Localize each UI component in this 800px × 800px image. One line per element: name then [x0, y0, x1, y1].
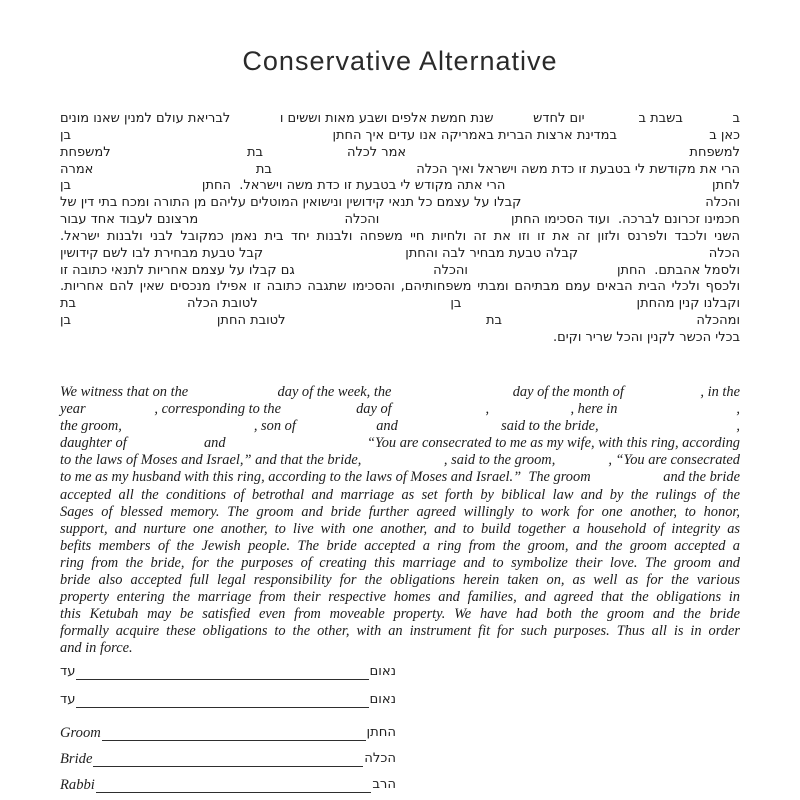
english-line-10	[60, 538, 740, 555]
text-segment: הרי אתה מקודש לי בטבעת זו כדת משה וישראל. החתן	[201, 178, 506, 194]
english-line-7	[60, 487, 740, 504]
english-line-4	[60, 435, 740, 452]
text-segment: and	[203, 435, 226, 452]
text-segment: , in the	[700, 384, 740, 400]
hebrew-line-2	[60, 128, 740, 145]
text-segment: למשפחת	[60, 144, 111, 160]
text-segment: accepted all the conditions of betrothal and marriage as set forth by biblical law and by the rulings of the	[60, 486, 740, 503]
text-segment: , corresponding to the	[154, 401, 281, 418]
text-segment: לחתן	[712, 178, 740, 194]
text-segment: to me as my husband with this ring, according to the laws of Moses and Israel.” The groom	[60, 469, 591, 486]
hebrew-line-1	[60, 111, 740, 128]
text-segment: to the laws of Moses and Israel,” and that the bride,	[60, 452, 362, 469]
signature-row-bride	[60, 751, 396, 767]
signature-row-rabbi	[60, 777, 396, 793]
signature-block	[60, 664, 396, 793]
rabbi-left-label: Rabbi	[60, 777, 95, 793]
bride-left-label: Bride	[60, 751, 93, 767]
text-segment: מרצונם לעבוד אחד עבור	[60, 212, 199, 228]
text-segment: ולסמל אהבתם. החתן	[616, 262, 740, 278]
text-segment: וקבלנו קנין מהחתן	[636, 296, 740, 312]
text-segment: השני ולכבד ולפרנס ולזון זה את זו וזו את זה ולחיות חיי משפחה ולבנות יחד בית נאמן כמקובל לבני ולבנות ישראל.	[60, 228, 740, 244]
text-segment: and the bride	[663, 469, 740, 486]
text-segment: ,	[485, 401, 490, 418]
english-line-1	[60, 384, 740, 401]
english-line-9	[60, 521, 740, 538]
english-line-8	[60, 504, 740, 521]
english-line-6	[60, 469, 740, 486]
signature-row-groom	[60, 725, 396, 741]
bride-signature-line	[93, 753, 363, 767]
text-segment: property entering the marriage from their respective homes and families, and agreed that the obligations in	[60, 589, 740, 606]
text-segment: this Ketubah may be satisfied even from moveable property. We have had both the groom and the bride	[60, 606, 740, 623]
text-segment: קבל טבעת מבחירת לבו לשם קידושין	[60, 245, 264, 261]
witness-1-right-label: נאום	[369, 664, 396, 679]
text-segment: בת	[246, 144, 264, 160]
text-segment: יום לחדש	[533, 111, 585, 126]
text-segment: גם קבלו על עצמם אחריות לתנאי כתובה זו	[60, 262, 295, 278]
hebrew-line-7	[60, 212, 740, 229]
text-segment: ולכסף ולכלי הבית הבאים עמם מבתיהם ומבתי משפחותיהם, והסכימו שתגבה כתובה זו אפילו מנכסים שאין להם אחריות.	[60, 279, 740, 295]
text-segment: כאן ב	[709, 127, 740, 143]
english-line-15	[60, 623, 740, 640]
text-segment: ,	[736, 401, 740, 418]
text-segment: בן	[60, 313, 72, 329]
english-line-14	[60, 606, 740, 623]
rabbi-right-label: הרב	[372, 777, 396, 792]
english-line-12	[60, 572, 740, 589]
text-segment: said to the bride,	[501, 418, 599, 435]
text-segment: day of	[356, 401, 392, 418]
text-segment: והכלה	[344, 212, 380, 228]
english-line-16	[60, 640, 740, 657]
text-segment: בכלי הכשר לקנין והכל שריר וקים.	[552, 329, 740, 345]
hebrew-line-10	[60, 263, 740, 280]
groom-right-label: החתן	[366, 725, 396, 740]
text-segment: the groom,	[60, 418, 122, 435]
text-segment: לטובת הכלה	[186, 296, 258, 312]
witness-2-right-label: נאום	[369, 692, 396, 707]
witness-2-left-label: עד	[60, 692, 76, 707]
signature-row-witness-1	[60, 664, 396, 680]
hebrew-line-5	[60, 178, 740, 195]
text-segment: קבלו על עצמם כל תנאי קידושין ונישואין המוטלים עליהם מן התורה ומכח בתי דין של	[60, 195, 522, 211]
text-segment: , son of	[253, 418, 296, 435]
text-segment: and in force.	[60, 640, 133, 657]
text-segment: והכלה	[433, 262, 468, 278]
hebrew-line-4	[60, 162, 740, 179]
text-segment: and	[376, 418, 398, 435]
text-segment: לטובת החתן	[216, 313, 286, 329]
english-line-11	[60, 555, 740, 572]
english-line-13	[60, 589, 740, 606]
text-segment: הכלה	[708, 245, 740, 261]
text-segment: בן	[60, 127, 72, 143]
text-segment: support, and nurture one another, to live with one another, and to build together a household of integrity as	[60, 520, 740, 537]
english-line-3	[60, 418, 740, 435]
text-segment: בת	[60, 296, 77, 312]
text-segment: אמר לכלה	[346, 144, 407, 160]
text-segment: למשפחת	[689, 144, 740, 160]
hebrew-line-11	[60, 279, 740, 296]
text-segment: בן	[450, 296, 462, 312]
text-segment: חכמינו זכרונם לברכה. ועוד הסכימו החתן	[511, 212, 740, 228]
rabbi-signature-line	[96, 779, 371, 793]
text-segment: והכלה	[705, 195, 740, 211]
witness-2-signature-line	[76, 694, 368, 708]
text-segment: Sages of blessed memory. The groom and bride further agreed willingly to work for one another, to honor,	[60, 503, 740, 520]
text-segment: year	[60, 401, 86, 418]
text-segment: בן	[60, 178, 72, 194]
hebrew-contract-text	[60, 111, 740, 347]
text-segment: , here in	[570, 401, 618, 418]
english-contract-text	[60, 384, 740, 658]
text-segment: ב	[732, 111, 740, 126]
hebrew-line-6	[60, 195, 740, 212]
text-segment: day of the month of	[512, 384, 624, 400]
text-segment: , said to the groom,	[443, 452, 556, 469]
text-segment: bride also accepted full legal responsibility for the obligations herein taken on, as well as for the various	[60, 572, 740, 589]
text-segment: ומהכלה	[696, 313, 740, 329]
text-segment: במדינת ארצות הברית באמריקה אנו עדים איך החתן	[332, 127, 617, 143]
text-segment: ,	[736, 418, 740, 435]
text-segment: day of the week, the	[277, 384, 392, 400]
page-title: Conservative Alternative	[242, 46, 558, 76]
text-segment: formally acquire these obligations to the other, with an instrument fit for such purposes. Thus all is in order	[60, 623, 740, 640]
text-segment: ring from the bride, for the purposes of creating this marriage and to symbolize their love. The groom and	[60, 554, 740, 571]
text-segment: לבריאת עולם למנין שאנו מונים	[60, 111, 231, 126]
hebrew-line-3	[60, 145, 740, 162]
signature-row-witness-2	[60, 692, 396, 708]
witness-1-left-label: עד	[60, 664, 76, 679]
text-segment: , “You are consecrated	[608, 452, 740, 469]
text-segment: בת	[255, 161, 272, 177]
hebrew-line-9	[60, 246, 740, 263]
text-segment: בשבת ב	[638, 111, 683, 126]
groom-signature-line	[102, 727, 366, 741]
text-segment: בת	[485, 313, 502, 329]
text-segment: befits members of the Jewish people. The bride accepted a ring from the groom, and the groom accepted a	[60, 537, 740, 554]
english-line-5	[60, 452, 740, 469]
text-segment: We witness that on the	[60, 384, 189, 400]
text-segment: קבלה טבעת מבחיר לבה והחתן	[405, 245, 579, 261]
witness-1-signature-line	[76, 666, 368, 680]
hebrew-line-14	[60, 330, 740, 347]
text-segment: הרי את מקודשת לי בטבעת זו כדת משה וישראל ואיך הכלה	[416, 161, 740, 177]
hebrew-line-8	[60, 229, 740, 246]
text-segment: אמרה	[60, 161, 94, 177]
text-segment: שנת חמשת אלפים ושבע מאות וששים ו	[279, 111, 494, 126]
bride-right-label: הכלה	[364, 751, 396, 766]
text-segment: daughter of	[60, 435, 127, 452]
english-line-2	[60, 401, 740, 418]
groom-left-label: Groom	[60, 725, 101, 741]
text-segment: “You are consecrated to me as my wife, with this ring, according	[367, 435, 740, 452]
hebrew-line-12	[60, 296, 740, 313]
hebrew-line-13	[60, 313, 740, 330]
